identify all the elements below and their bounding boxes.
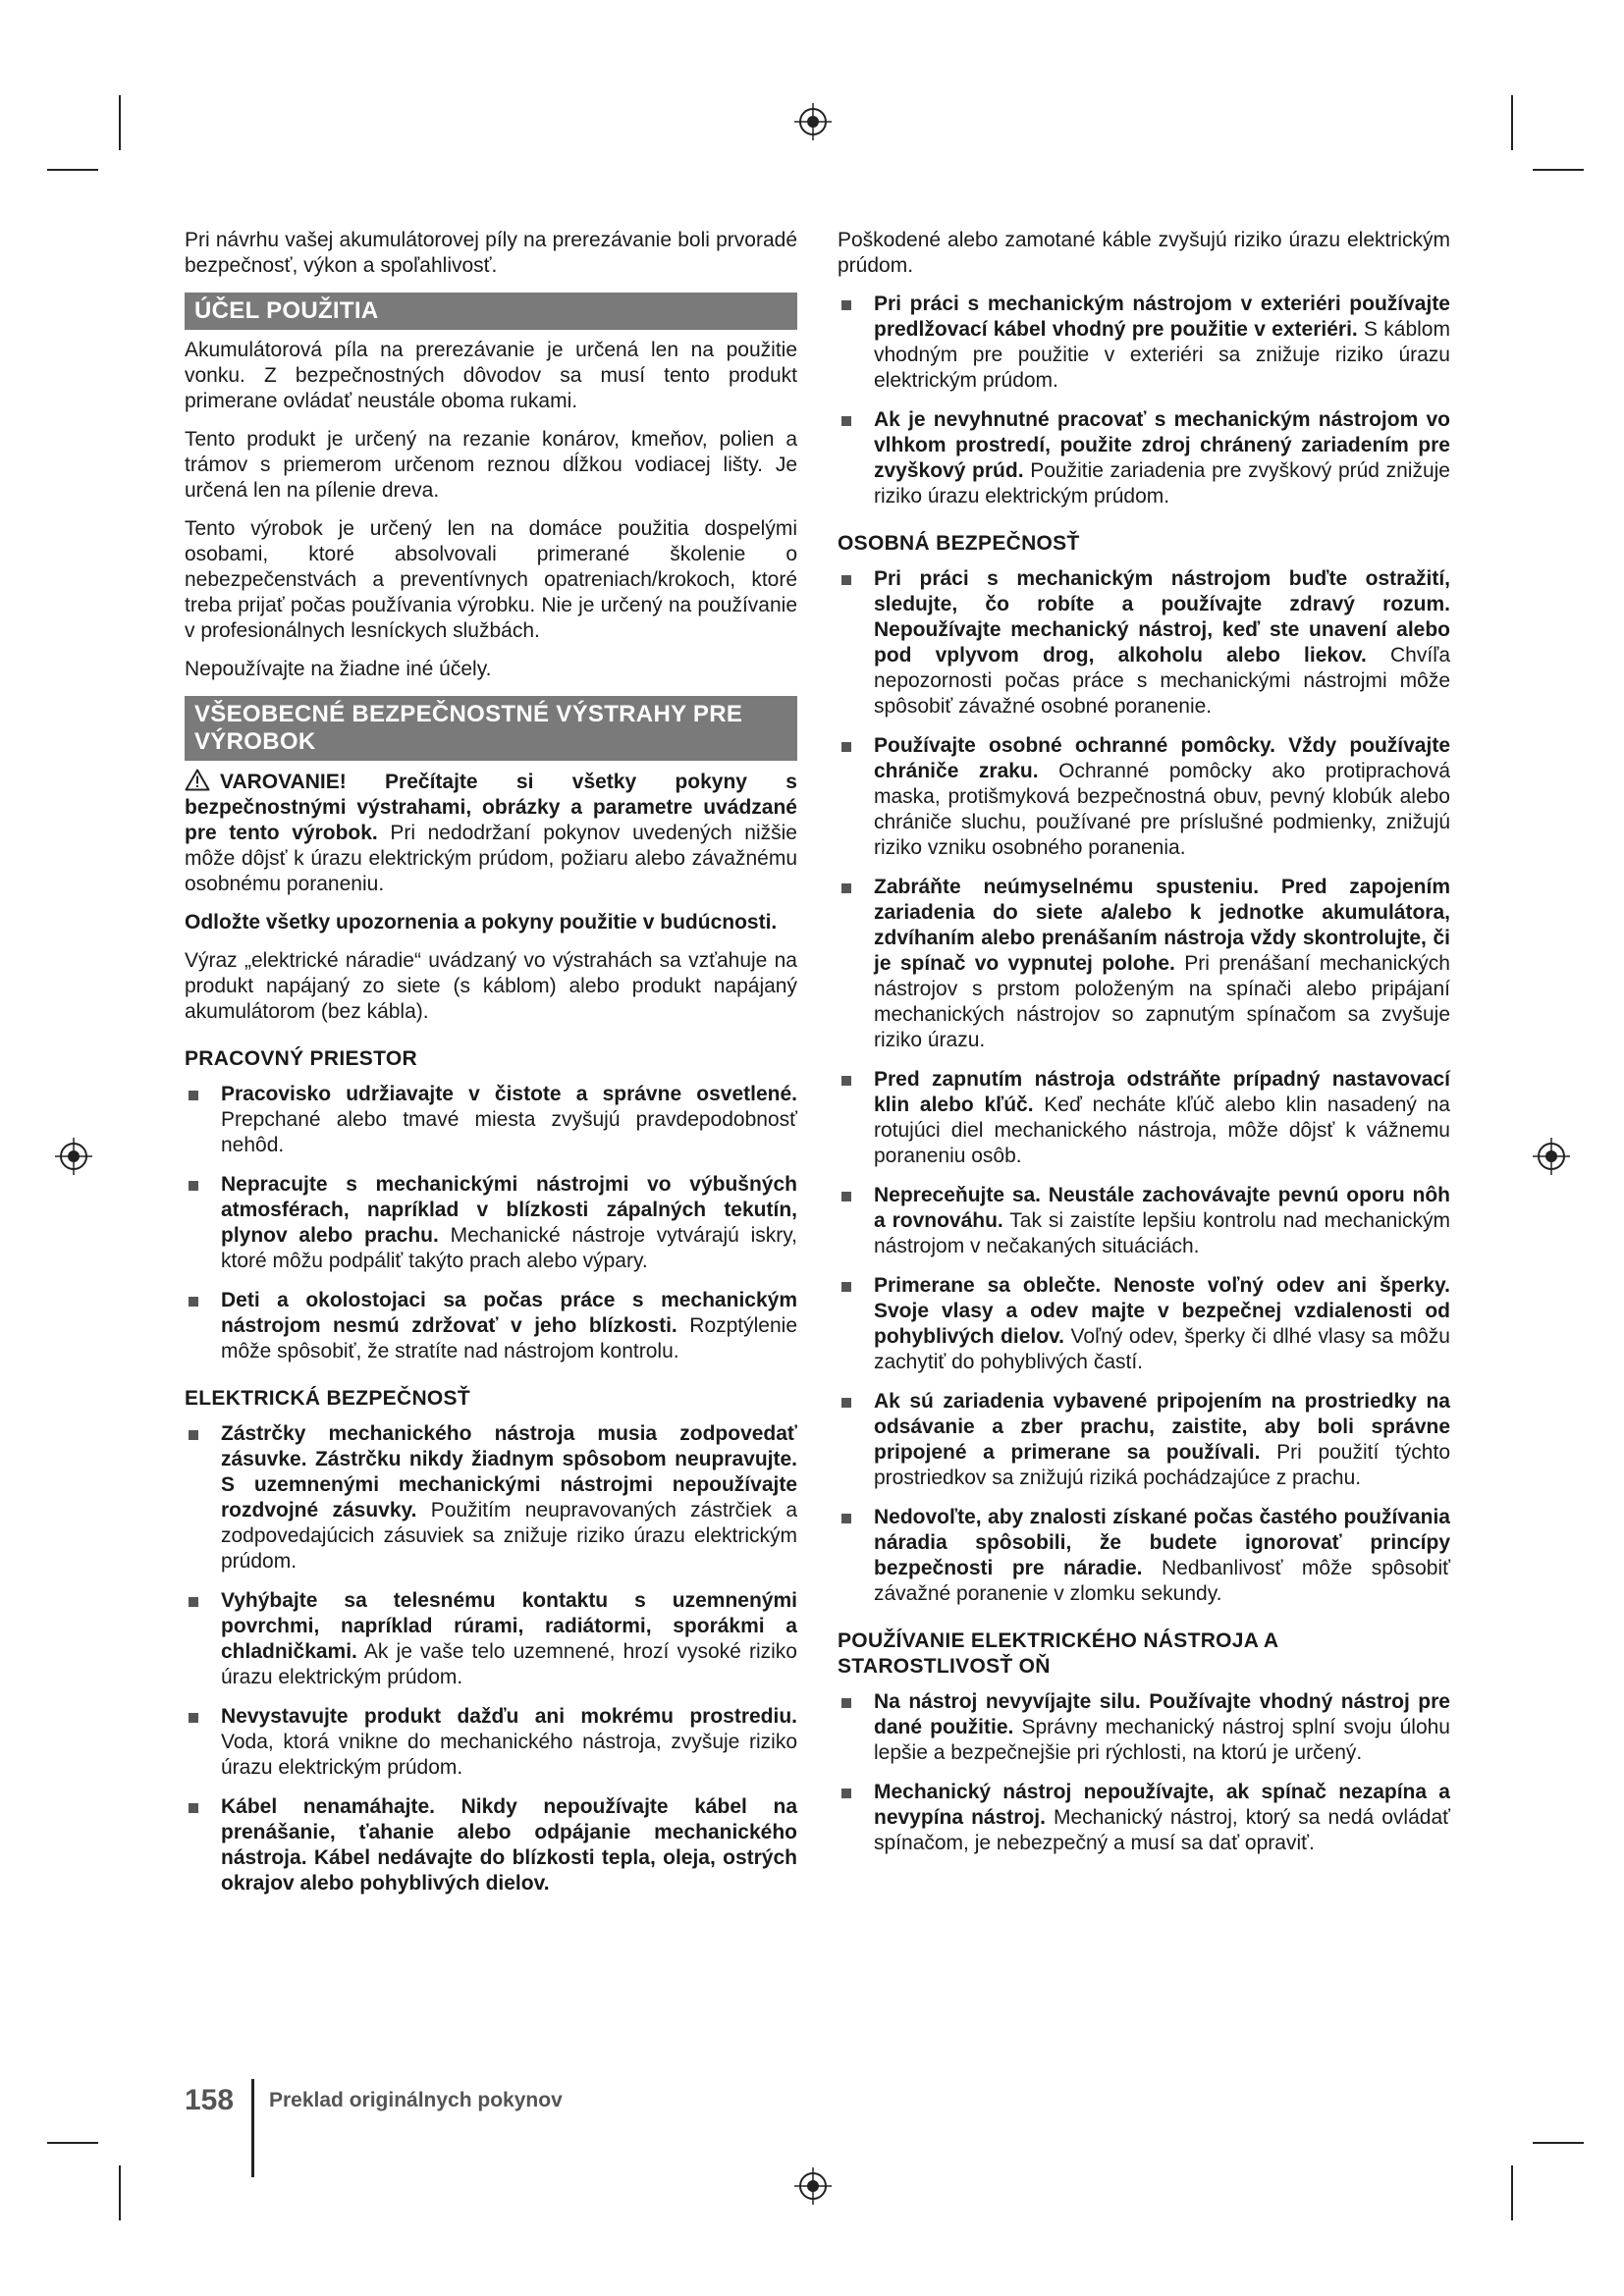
paragraph: Tento výrobok je určený len na domáce použitia dospelými osobami, ktoré absolvovali primerané školenie o nebezpečenstvách a preventívnych opatreniach/krokoch, ktoré treba prijať počas používania výrobku. Nie je určený na používanie v profesionálnych lesníckych službách.	[185, 517, 797, 642]
intro-paragraph: Pri návrhu vašej akumulátorovej píly na prerezávanie boli prvoradé bezpečnosť, výkon a spoľahlivosť.	[185, 229, 797, 277]
subheading-electrical-safety: ELEKTRICKÁ BEZPEČNOSŤ	[185, 1387, 470, 1410]
electrical-safety-list-continued	[838, 292, 1450, 509]
list-item: Na nástroj nevyvíjajte silu. Používajte vhodný nástroj pre dané použitie. Správny mechanický nástroj splní svoju úlohu lepšie a bezpečnejšie pri rýchlosti, na ktorú je určený.	[838, 1689, 1450, 1766]
section-heading-general-safety: VŠEOBECNÉ BEZPEČNOSTNÉ VÝSTRAHY PRE VÝROBOK	[185, 696, 797, 761]
list-item: Nepreceňujte sa. Neustále zachovávajte pevnú oporu nôh a rovnováhu. Tak si zaistíte lepšiu kontrolu nad mechanickým nástrojom v nečakaných situáciách.	[838, 1183, 1450, 1259]
paragraph: Nepoužívajte na žiadne iné účely.	[185, 658, 492, 680]
list-item: Kábel nenamáhajte. Nikdy nepoužívajte kábel na prenášanie, ťahanie alebo odpájanie mechanického nástroja. Kábel nedávajte do blízkosti tepla, oleja, ostrých okrajov alebo pohyblivých dielov.	[185, 1794, 797, 1896]
crop-mark	[119, 2165, 121, 2220]
registration-mark-icon	[793, 2166, 833, 2206]
crop-mark	[1533, 2142, 1584, 2144]
list-item: Pri práci s mechanickým nástrojom buďte ostražití, sledujte, čo robíte a používajte zdravý rozum. Nepoužívajte mechanický nástroj, keď ste unavení alebo pod vplyvom drog, alkoholu alebo liekov. Chvíľa nepozornosti počas práce s mechanickými nástrojmi môže spôsobiť závažné osobné poranenie.	[838, 566, 1450, 720]
list-item: Pri práci s mechanickým nástrojom v exteriéri používajte predlžovací kábel vhodný pre použitie v exteriéri. S káblom vhodným pre použitie v exteriéri sa znižuje riziko úrazu elektrickým prúdom.	[838, 292, 1450, 394]
list-item: Vyhýbajte sa telesnému kontaktu s uzemnenými povrchmi, napríklad rúrami, radiátormi, sporákmi a chladničkami. Ak je vaše telo uzemnené, hrozí vysoké riziko úrazu elektrickým prúdom.	[185, 1588, 797, 1690]
crop-mark	[1511, 2165, 1513, 2220]
list-item: Deti a okolostojaci sa počas práce s mechanickým nástrojom nesmú zdržovať v jeho blízkosti. Rozptýlenie môže spôsobiť, že stratíte nad nástrojom kontrolu.	[185, 1288, 797, 1364]
section-heading-intended-use: ÚČEL POUŽITIA	[185, 293, 797, 330]
registration-mark-icon	[793, 102, 833, 141]
list-item: Nepracujte s mechanickými nástrojmi vo výbušných atmosférach, napríklad v blízkosti zápalných tekutín, plynov alebo prachu. Mechanické nástroje vytvárajú iskry, ktoré môžu podpáliť takýto prach alebo výpary.	[185, 1172, 797, 1274]
warning-paragraph	[185, 769, 797, 897]
subheading-tool-use-care: POUŽÍVANIE ELEKTRICKÉHO NÁSTROJA A STAROSTLIVOSŤ OŇ	[838, 1629, 1278, 1678]
continued-paragraph: Poškodené alebo zamotané káble zvyšujú riziko úrazu elektrickým prúdom.	[838, 229, 1450, 277]
list-item: Zabráňte neúmyselnému spusteniu. Pred zapojením zariadenia do siete a/alebo k jednotke akumulátora, zdvíhaním alebo prenášaním nástroja vždy skontrolujte, či je spínač vo vypnutej polohe. Pri prenášaní mechanických nástrojov s prstom položeným na spínači alebo pripájaní mechanických nástrojov so zapnutým spínačom sa zvyšuje riziko úrazu.	[838, 875, 1450, 1053]
footer-text: Preklad originálnych pokynov	[269, 2089, 563, 2111]
subheading-personal-safety: OSOBNÁ BEZPEČNOSŤ	[838, 532, 1080, 555]
left-column	[185, 228, 797, 1910]
list-item: Zástrčky mechanického nástroja musia zodpovedať zásuvke. Zástrčku nikdy žiadnym spôsobom neupravujte. S uzemnenými mechanickými nástrojmi nepoužívajte rozdvojné zásuvky. Použitím neupravovaných zástrčiek a zodpovedajúcich zásuviek sa znižuje riziko úrazu elektrickým prúdom.	[185, 1421, 797, 1575]
paragraph: Tento produkt je určený na rezanie konárov, kmeňov, polien a trámov s priemerom určenom reznou dĺžkou vodiacej lišty. Je určená len na pílenie dreva.	[185, 428, 797, 502]
list-item: Ak sú zariadenia vybavené pripojením na prostriedky na odsávanie a zber prachu, zaistite, aby boli správne pripojené a primerane sa používali. Pri použití týchto prostriedkov sa znižujú riziká pochádzajúce z prachu.	[838, 1389, 1450, 1491]
electrical-safety-list	[185, 1421, 797, 1896]
list-item: Pracovisko udržiavajte v čistote a správne osvetlené. Prepchané alebo tmavé miesta zvyšujú pravdepodobnosť nehôd.	[185, 1082, 797, 1158]
list-item: Používajte osobné ochranné pomôcky. Vždy používajte chrániče zraku. Ochranné pomôcky ako protiprachová maska, protišmyková bezpečnostná obuv, pevný klobúk alebo chrániče sluchu, používané pre príslušné podmienky, znižujú riziko vzniku osobného poranenia.	[838, 733, 1450, 861]
crop-mark	[1533, 169, 1584, 171]
warning-text: Pri nedodržaní pokynov uvedených nižšie môže dôjsť k úrazu elektrickým prúdom, požiaru alebo závažnému osobnému poraneniu.	[185, 822, 797, 895]
list-item: Ak je nevyhnutné pracovať s mechanickým nástrojom vo vlhkom prostredí, použite zdroj chránený zariadením pre zvyškový prúd. Použitie zariadenia pre zvyškový prúd znižuje riziko úrazu elektrickým prúdom.	[838, 407, 1450, 509]
paragraph: Akumulátorová píla na prerezávanie je určená len na použitie vonku. Z bezpečnostných dôvodov sa musí tento produkt primerane ovládať neustále oboma rukami.	[185, 339, 797, 412]
crop-mark	[119, 95, 121, 150]
crop-mark	[1511, 95, 1513, 150]
registration-mark-icon	[54, 1137, 93, 1176]
footer-divider	[251, 2079, 254, 2177]
right-column	[838, 228, 1450, 1870]
page-number: 158	[185, 2084, 235, 2116]
warning-triangle-icon	[185, 769, 210, 791]
list-item: Nedovoľte, aby znalosti získané počas častého používania náradia spôsobili, že budete ignorovať princípy bezpečnosti pre náradie. Nedbanlivosť môže spôsobiť závažné poranenie v zlomku sekundy.	[838, 1505, 1450, 1607]
term-definition: Výraz „elektrické náradie“ uvádzaný vo výstrahách sa vzťahuje na produkt napájaný zo siete (s káblom) alebo produkt napájaný akumulátorom (bez kábla).	[185, 949, 797, 1023]
work-area-list	[185, 1082, 797, 1364]
keep-instructions: Odložte všetky upozornenia a pokyny použitie v budúcnosti.	[185, 911, 778, 934]
personal-safety-list	[838, 566, 1450, 1607]
subheading-work-area: PRACOVNÝ PRIESTOR	[185, 1047, 417, 1070]
list-item: Mechanický nástroj nepoužívajte, ak spínač nezapína a nevypína nástroj. Mechanický nástroj, ktorý sa nedá ovládať spínačom, je nebezpečný a musí sa dať opraviť.	[838, 1780, 1450, 1856]
registration-mark-icon	[1532, 1137, 1571, 1176]
tool-use-list	[838, 1689, 1450, 1856]
list-item: Nevystavujte produkt dažďu ani mokrému prostrediu. Voda, ktorá vnikne do mechanického nástroja, zvyšuje riziko úrazu elektrickým prúdom.	[185, 1704, 797, 1781]
list-item: Pred zapnutím nástroja odstráňte prípadný nastavovací klin alebo kľúč. Keď necháte kľúč alebo klin nasadený na rotujúci diel mechanického nástroja, môže dôjsť k vážnemu poraneniu osôb.	[838, 1067, 1450, 1169]
crop-mark	[47, 2142, 98, 2144]
list-item: Primerane sa oblečte. Nenoste voľný odev ani šperky. Svoje vlasy a odev majte v bezpečnej vzdialenosti od pohyblivých dielov. Voľný odev, šperky či dlhé vlasy sa môžu zachytiť do pohyblivých častí.	[838, 1273, 1450, 1375]
crop-mark	[47, 169, 98, 171]
warning-bold-text: VAROVANIE! Prečítajte si všetky pokyny s bezpečnostnými výstrahami, obrázky a parametre uvádzané pre tento výrobok.	[185, 771, 797, 844]
